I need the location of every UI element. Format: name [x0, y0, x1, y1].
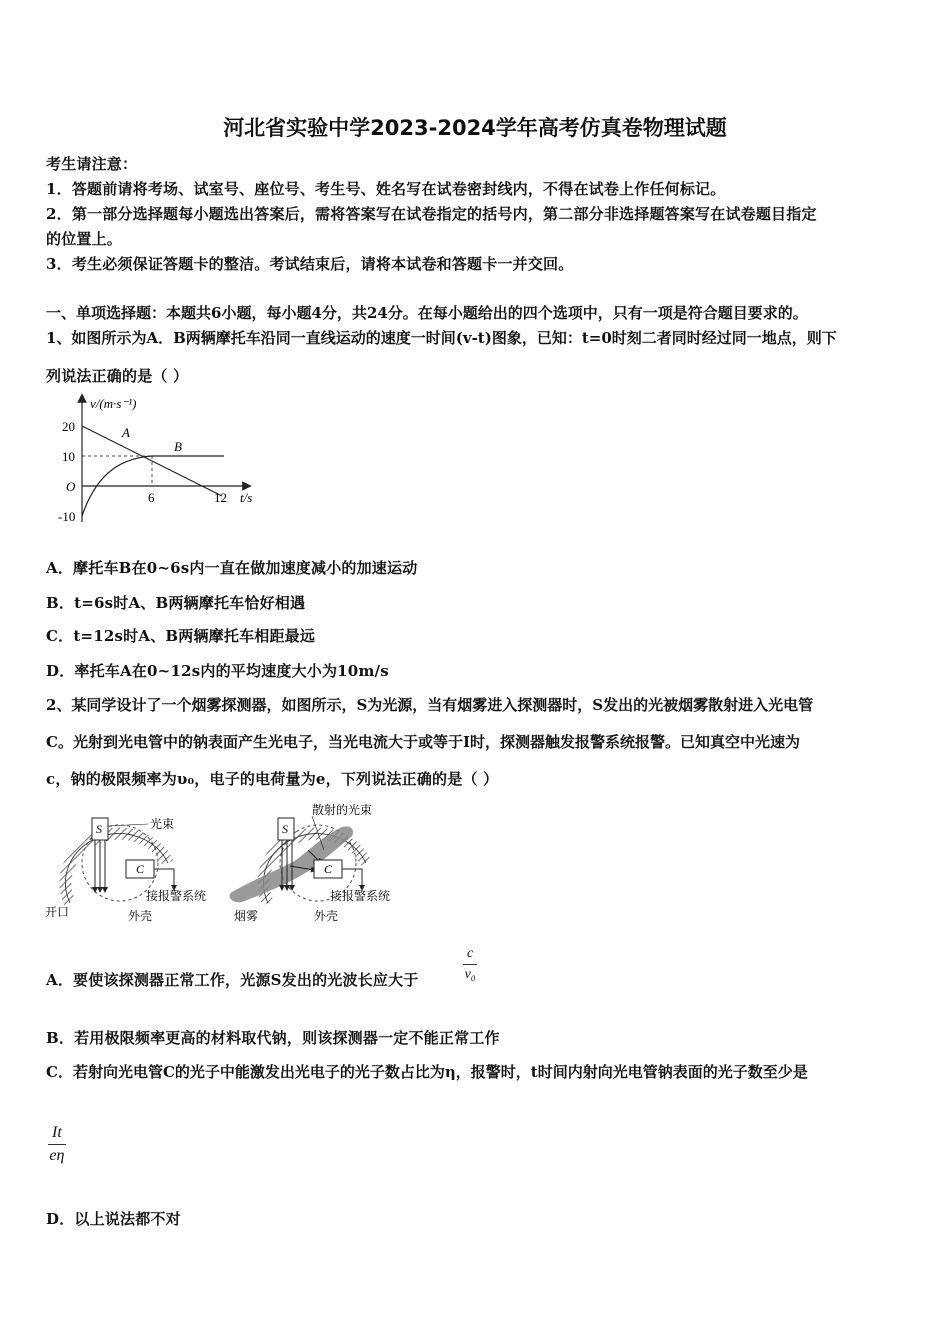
- c-label: C: [136, 862, 145, 876]
- q2-option-b: B．若用极限频率更高的材料取代钠，则该探测器一定不能正常工作: [46, 1029, 500, 1047]
- xtick-6: 6: [148, 490, 155, 505]
- q1-option-c: C．t=12s时A、B两辆摩托车相距最远: [46, 627, 316, 645]
- smoke-label: 烟雾: [234, 909, 259, 923]
- q1-vt-graph: [52, 392, 267, 532]
- q2-option-d: D．以上说法都不对: [46, 1210, 181, 1228]
- ytick-neg10: -10: [58, 509, 76, 524]
- s-label: S: [282, 822, 288, 836]
- scattered-label: 散射的光束: [312, 803, 373, 817]
- ytick-20: 20: [62, 419, 75, 434]
- label-a: A: [122, 425, 130, 440]
- q1-option-a: A．摩托车B在0~6s内一直在做加速度减小的加速运动: [46, 559, 418, 577]
- q2-detector-figure-2: [228, 800, 408, 928]
- c-label: C: [324, 862, 333, 876]
- q2-stem-line1: 2、某同学设计了一个烟雾探测器，如图所示，S为光源，当有烟雾进入探测器时，S发出的光被烟雾散射进入光电管: [46, 696, 814, 714]
- xtick-12: 12: [214, 490, 227, 505]
- fraction-denominator: eη: [49, 1147, 65, 1164]
- fraction-numerator: It: [52, 1124, 62, 1141]
- ytick-10: 10: [62, 449, 75, 464]
- opening-label: 开口: [45, 905, 70, 919]
- x-axis-label: t/s: [240, 490, 253, 505]
- q2-stem-line3: c，钠的极限频率为υ₀，电子的电荷量为e，下列说法正确的是（ ）: [46, 770, 499, 788]
- notice-item-2: 2．第一部分选择题每小题选出答案后，需将答案写在试卷指定的括号内，第二部分非选择题答案写在试卷题目指定: [46, 205, 817, 223]
- y-axis-label: v/(m·s⁻¹): [90, 396, 137, 411]
- q2-option-a-fraction: [463, 946, 477, 983]
- q1-option-b: B．t=6s时A、B两辆摩托车恰好相遇: [46, 594, 306, 612]
- notice-item-3: 3．考生必须保证答题卡的整洁。考试结束后，请将本试卷和答题卡一并交回。: [46, 255, 574, 273]
- origin-label: O: [66, 479, 76, 494]
- fraction-numerator: c: [467, 946, 474, 961]
- alarm-wire: [342, 869, 362, 888]
- shell-label: 外壳: [128, 909, 153, 923]
- notice-item-1: 1．答题前请将考场、试室号、座位号、考生号、姓名写在试卷密封线内，不得在试卷上作任何标记。: [46, 180, 726, 198]
- shell-label: 外壳: [314, 909, 339, 923]
- beam-label: 光束: [150, 817, 175, 831]
- notice-heading: 考生请注意：: [46, 155, 138, 173]
- q2-option-c-fraction: [48, 1124, 66, 1165]
- q1-option-d: D．率托车A在0~12s内的平均速度大小为10m/s: [46, 662, 389, 680]
- fraction-denominator: v₀: [464, 967, 476, 982]
- q1-stem-line1: 1、如图所示为A．B两辆摩托车沿同一直线运动的速度一时间(v-t)图象，已知：t=0时刻二者同时经过同一地点，则下: [46, 329, 837, 347]
- s-label: S: [96, 822, 102, 836]
- alarm-label: 接报警系统: [330, 889, 391, 903]
- alarm-label: 接报警系统: [146, 889, 207, 903]
- q2-stem-line2: C。光射到光电管中的钠表面产生光电子，当光电流大于或等于I时，探测器触发报警系统报警。已知真空中光速为: [46, 733, 800, 751]
- q2-option-a: A．要使该探测器正常工作，光源S发出的光波长应大于: [46, 971, 419, 989]
- label-b: B: [174, 439, 182, 454]
- q1-stem-line2: 列说法正确的是（ ）: [46, 367, 189, 385]
- notice-item-2-cont: 的位置上。: [46, 230, 123, 248]
- q2-detector-figure-1: [40, 808, 220, 928]
- section-heading: 一、单项选择题：本题共6小题，每小题4分，共24分。在每小题给出的四个选项中，只有一项是符合题目要求的。: [46, 304, 808, 322]
- q2-option-c: C．若射向光电管C的光子中能激发出光电子的光子数占比为η，报警时，t时间内射向光电管钠表面的光子数至少是: [46, 1063, 808, 1081]
- page-title: 河北省实验中学2023-2024学年高考仿真卷物理试题: [223, 116, 727, 140]
